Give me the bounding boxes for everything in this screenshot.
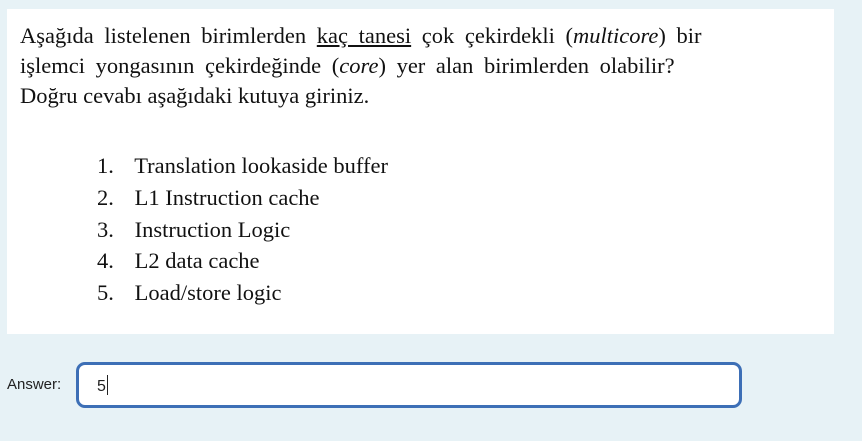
question-line-1-prefix: Aşağıda listelenen birimlerden — [20, 23, 307, 48]
option-item — [97, 214, 388, 246]
question-line-1-middle: çok çekirdekli ( — [421, 23, 573, 48]
question-box — [7, 9, 834, 334]
option-number: 4. — [97, 248, 114, 274]
option-item — [97, 245, 388, 277]
options-list — [97, 150, 388, 309]
option-number: 2. — [97, 184, 114, 210]
option-item — [97, 150, 388, 182]
question-line-2-italic: core — [339, 53, 379, 78]
question-line-1-underlined: kaç tanesi — [316, 23, 412, 48]
question-text — [20, 21, 820, 111]
text-caret — [107, 375, 108, 395]
option-label: Load/store logic — [134, 280, 282, 306]
option-label: L2 data cache — [134, 248, 260, 274]
question-line-1-suffix: ) bir — [658, 23, 702, 48]
option-number: 5. — [97, 280, 114, 306]
question-line-2-suffix: ) yer alan birimlerden olabilir? — [378, 53, 675, 78]
answer-input[interactable] — [76, 362, 742, 408]
answer-row — [0, 360, 862, 412]
option-item — [97, 277, 388, 309]
answer-label: Answer: — [7, 376, 62, 393]
question-line-1-italic: multicore — [572, 23, 659, 48]
option-item — [97, 182, 388, 214]
option-number: 3. — [97, 216, 114, 242]
question-line-3: Doğru cevabı aşağıdaki kutuya giriniz. — [20, 83, 370, 108]
option-label: Instruction Logic — [134, 216, 291, 242]
question-line-2 — [20, 51, 820, 81]
question-line-1 — [20, 21, 820, 51]
option-label: Translation lookaside buffer — [134, 153, 388, 178]
option-number: 1. — [97, 153, 114, 178]
option-label: L1 Instruction cache — [134, 184, 320, 210]
question-line-2-prefix: işlemci yongasının çekirdeğinde ( — [20, 53, 340, 78]
answer-value: 5 — [97, 378, 106, 395]
